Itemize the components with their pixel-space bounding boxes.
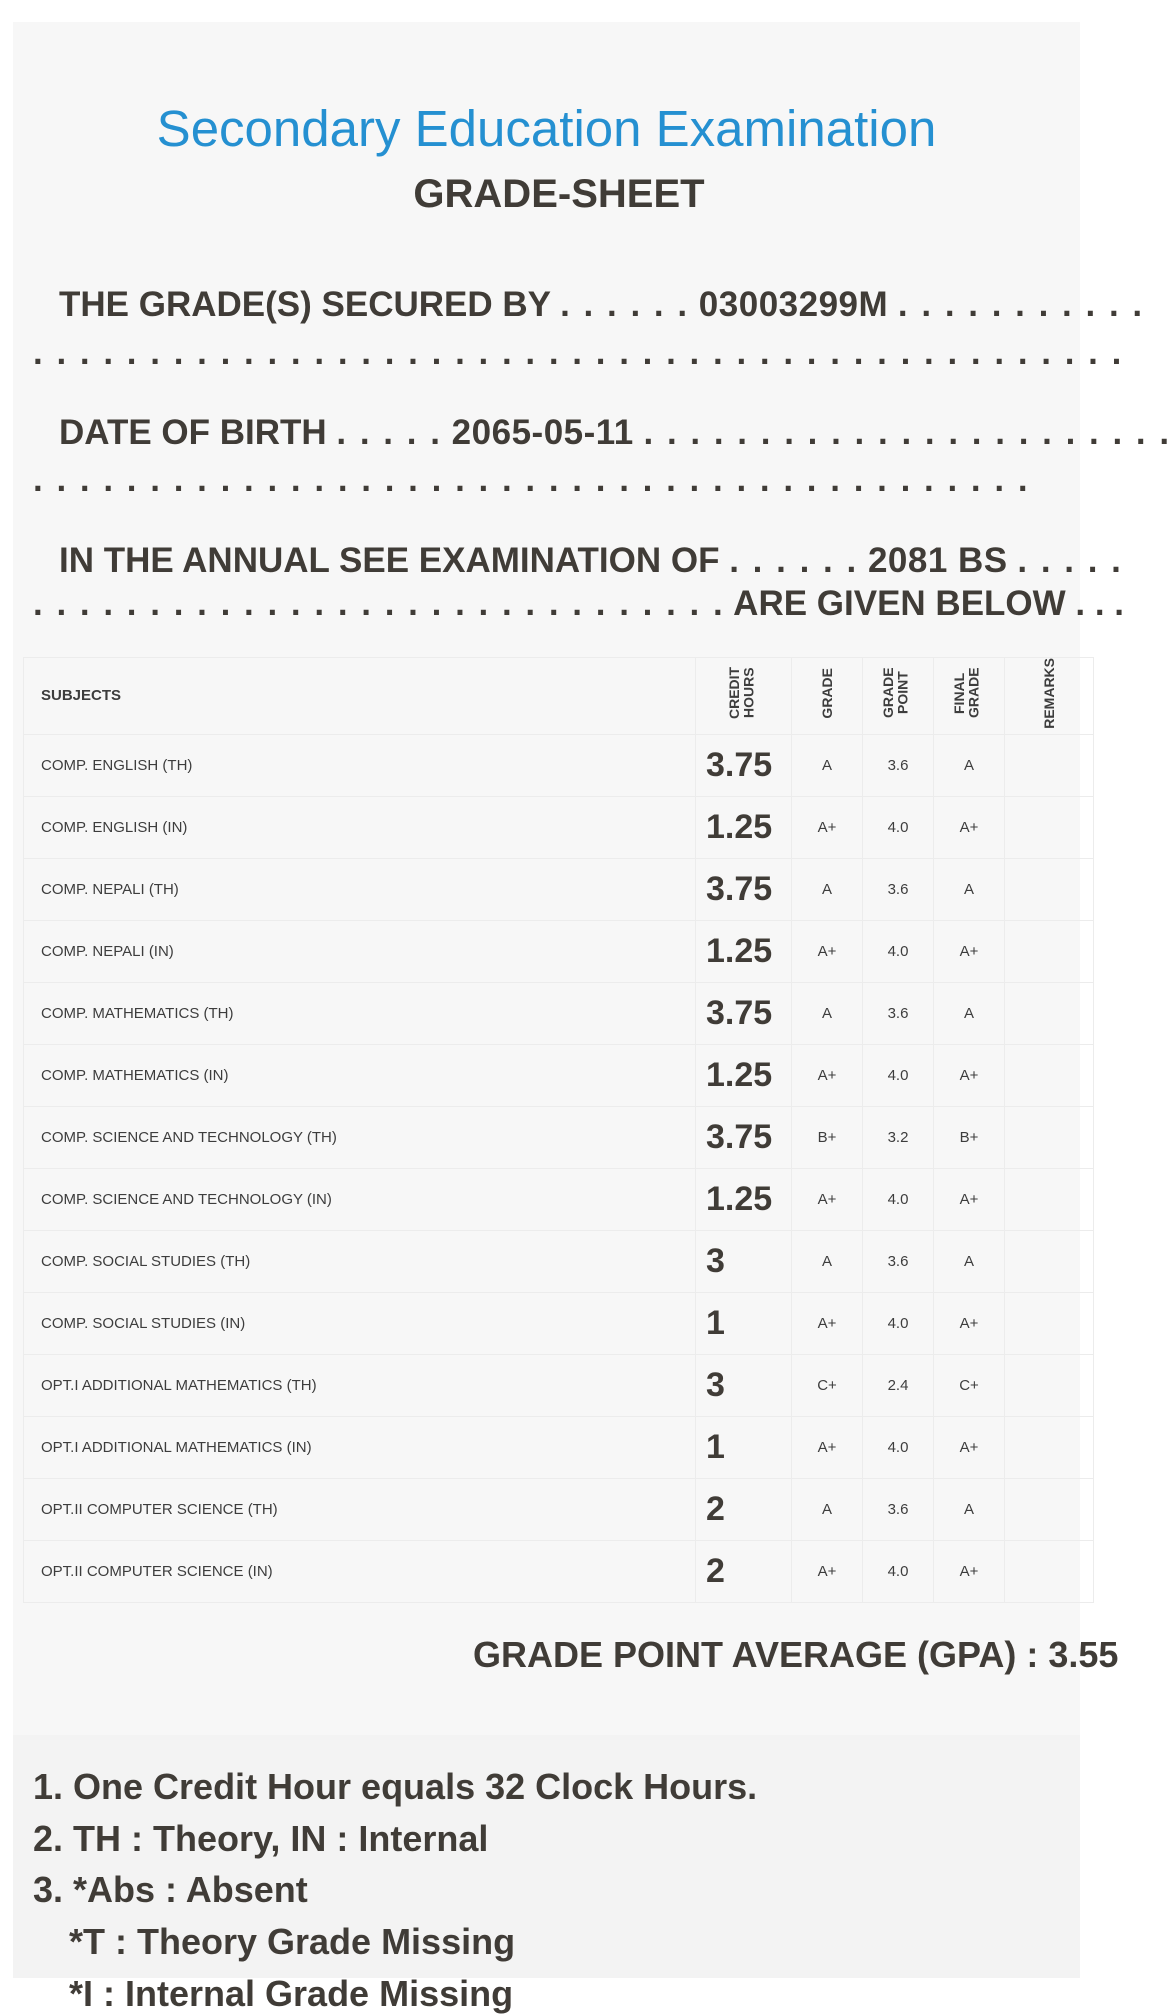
grade-cell: A+ xyxy=(792,1044,863,1106)
note-internal-missing: *I : Internal Grade Missing xyxy=(69,1973,514,2014)
header-credit-hours xyxy=(696,658,792,735)
grade-point-cell: 3.6 xyxy=(863,734,934,796)
grade-cell: C+ xyxy=(792,1354,863,1416)
subject-cell: COMP. NEPALI (TH) xyxy=(24,858,696,920)
subject-cell: COMP. SOCIAL STUDIES (TH) xyxy=(24,1230,696,1292)
final-grade-cell: A+ xyxy=(934,1540,1005,1602)
dot-leader: . . . . . . . . . . . . . . . . . . . . . . . . . . . . . . xyxy=(33,584,725,623)
credit-hours-cell: 3.75 xyxy=(696,982,792,1044)
remarks-cell xyxy=(1005,796,1094,858)
grade-cell: A+ xyxy=(792,920,863,982)
secured-by-continuation xyxy=(33,332,1123,374)
grade-point-cell: 4.0 xyxy=(863,1168,934,1230)
date-of-birth: 2065-05-11 xyxy=(451,413,634,452)
final-grade-cell: A+ xyxy=(934,1292,1005,1354)
note-credit-hour: 1. One Credit Hour equals 32 Clock Hours. xyxy=(33,1766,758,1807)
credit-hours-cell: 3.75 xyxy=(696,734,792,796)
remarks-cell xyxy=(1005,1168,1094,1230)
dot-leader: . . . . . . . . . . . . . . . . . . . . . . . xyxy=(643,413,1171,452)
gpa-value: 3.55 xyxy=(1048,1634,1119,1675)
grade-cell: A xyxy=(792,858,863,920)
dot-leader: . . . . . . . . . . . . . . . . . . . . . . . . . . . . . . . . . . . . . . . . . . . xyxy=(33,460,1030,499)
secured-by-label: THE GRADE(S) SECURED BY xyxy=(59,285,551,324)
exam-year: 2081 BS xyxy=(867,541,1008,580)
subject-cell: COMP. MATHEMATICS (TH) xyxy=(24,982,696,1044)
exam-line xyxy=(59,540,1123,582)
subject-cell: COMP. SCIENCE AND TECHNOLOGY (TH) xyxy=(24,1106,696,1168)
header-grade-point-label: GRADE POINT xyxy=(880,668,911,719)
dot-leader: . . . . . . . . . . . . . . . . . . . . . . . . . . . . . . . . . . . . . . . . . . . . . . . xyxy=(33,333,1124,372)
gpa-label: GRADE POINT AVERAGE (GPA) : xyxy=(473,1634,1039,1675)
grade-cell: A xyxy=(792,1230,863,1292)
grade-cell: A+ xyxy=(792,1540,863,1602)
dot-leader: . . . . . xyxy=(1017,541,1123,580)
credit-hours-cell: 1 xyxy=(696,1292,792,1354)
grade-point-cell: 3.6 xyxy=(863,858,934,920)
grade-cell: B+ xyxy=(792,1106,863,1168)
dob-line xyxy=(59,412,1171,454)
note-theory-internal: 2. TH : Theory, IN : Internal xyxy=(33,1818,489,1859)
remarks-cell xyxy=(1005,1230,1094,1292)
header-final-grade xyxy=(934,658,1005,735)
note-absent: 3. *Abs : Absent xyxy=(33,1869,308,1910)
final-grade-cell: A+ xyxy=(934,1416,1005,1478)
table-header-row xyxy=(24,658,1094,735)
header-credit-hours-label: CREDIT HOURS xyxy=(725,667,757,720)
grade-cell: A+ xyxy=(792,1292,863,1354)
remarks-cell xyxy=(1005,920,1094,982)
subject-cell: COMP. ENGLISH (IN) xyxy=(24,796,696,858)
final-grade-cell: A+ xyxy=(934,1044,1005,1106)
secured-by-line xyxy=(59,284,1144,326)
grade-point-cell: 4.0 xyxy=(863,920,934,982)
credit-hours-cell: 3 xyxy=(696,1230,792,1292)
gpa-line xyxy=(473,1634,1118,1676)
table-row xyxy=(24,1292,1094,1354)
symbol-number: 03003299M xyxy=(698,285,889,324)
subject-cell: COMP. NEPALI (IN) xyxy=(24,920,696,982)
table-row xyxy=(24,1230,1094,1292)
remarks-cell xyxy=(1005,1416,1094,1478)
exam-title: Secondary Education Examination xyxy=(156,100,937,157)
header-grade xyxy=(792,658,863,735)
final-grade-cell: A xyxy=(934,982,1005,1044)
dot-leader: . . . . . xyxy=(336,413,442,452)
remarks-cell xyxy=(1005,734,1094,796)
header-grade-point xyxy=(863,658,934,735)
grade-cell: A+ xyxy=(792,796,863,858)
table-row xyxy=(24,1106,1094,1168)
table-row xyxy=(24,858,1094,920)
remarks-cell xyxy=(1005,858,1094,920)
dot-leader: . . . . . . xyxy=(560,285,690,324)
final-grade-cell: C+ xyxy=(934,1354,1005,1416)
credit-hours-cell: 3.75 xyxy=(696,858,792,920)
final-grade-cell: A+ xyxy=(934,1168,1005,1230)
grade-sheet xyxy=(13,22,1171,2014)
remarks-cell xyxy=(1005,1354,1094,1416)
grade-point-cell: 4.0 xyxy=(863,1292,934,1354)
subject-cell: COMP. SCIENCE AND TECHNOLOGY (IN) xyxy=(24,1168,696,1230)
final-grade-cell: A xyxy=(934,734,1005,796)
given-below-text: ARE GIVEN BELOW . . . xyxy=(733,584,1125,623)
subject-cell: COMP. ENGLISH (TH) xyxy=(24,734,696,796)
final-grade-cell: A xyxy=(934,858,1005,920)
table-row xyxy=(24,1416,1094,1478)
table-row xyxy=(24,1540,1094,1602)
grade-cell: A xyxy=(792,982,863,1044)
final-grade-cell: A xyxy=(934,1478,1005,1540)
subject-cell: OPT.I ADDITIONAL MATHEMATICS (IN) xyxy=(24,1416,696,1478)
remarks-cell xyxy=(1005,1540,1094,1602)
exam-continuation xyxy=(33,583,1124,625)
grade-point-cell: 4.0 xyxy=(863,796,934,858)
remarks-cell xyxy=(1005,1044,1094,1106)
dob-continuation xyxy=(33,459,1030,501)
grade-cell: A xyxy=(792,734,863,796)
header-grade-label: GRADE xyxy=(818,668,835,719)
table-row xyxy=(24,1168,1094,1230)
dot-leader: . . . . . . xyxy=(729,541,859,580)
grade-point-cell: 3.6 xyxy=(863,982,934,1044)
table-row xyxy=(24,1354,1094,1416)
grade-point-cell: 2.4 xyxy=(863,1354,934,1416)
grade-cell: A xyxy=(792,1478,863,1540)
table-row xyxy=(24,982,1094,1044)
table-row xyxy=(24,1044,1094,1106)
final-grade-cell: A+ xyxy=(934,920,1005,982)
remarks-cell xyxy=(1005,1292,1094,1354)
credit-hours-cell: 3 xyxy=(696,1354,792,1416)
final-grade-cell: A+ xyxy=(934,796,1005,858)
credit-hours-cell: 2 xyxy=(696,1478,792,1540)
subject-cell: COMP. SOCIAL STUDIES (IN) xyxy=(24,1292,696,1354)
dob-label: DATE OF BIRTH xyxy=(59,413,327,452)
grade-point-cell: 3.2 xyxy=(863,1106,934,1168)
remarks-cell xyxy=(1005,1478,1094,1540)
note-theory-missing: *T : Theory Grade Missing xyxy=(69,1921,516,1962)
grades-table xyxy=(23,657,1094,1603)
table-row xyxy=(24,1478,1094,1540)
grade-point-cell: 4.0 xyxy=(863,1044,934,1106)
grade-sheet-heading: GRADE-SHEET xyxy=(413,172,705,216)
exam-label: IN THE ANNUAL SEE EXAMINATION OF xyxy=(59,541,720,580)
grade-cell: A+ xyxy=(792,1416,863,1478)
grade-point-cell: 4.0 xyxy=(863,1540,934,1602)
remarks-cell xyxy=(1005,1106,1094,1168)
subject-cell: OPT.II COMPUTER SCIENCE (TH) xyxy=(24,1478,696,1540)
final-grade-cell: B+ xyxy=(934,1106,1005,1168)
grade-point-cell: 3.6 xyxy=(863,1230,934,1292)
subject-cell: COMP. MATHEMATICS (IN) xyxy=(24,1044,696,1106)
credit-hours-cell: 3.75 xyxy=(696,1106,792,1168)
grades-table-body xyxy=(24,734,1094,1602)
remarks-cell xyxy=(1005,982,1094,1044)
credit-hours-cell: 1.25 xyxy=(696,796,792,858)
grade-cell: A+ xyxy=(792,1168,863,1230)
credit-hours-cell: 1.25 xyxy=(696,1044,792,1106)
credit-hours-cell: 1 xyxy=(696,1416,792,1478)
credit-hours-cell: 2 xyxy=(696,1540,792,1602)
header-remarks xyxy=(1005,658,1094,735)
table-row xyxy=(24,796,1094,858)
credit-hours-cell: 1.25 xyxy=(696,920,792,982)
table-row xyxy=(24,734,1094,796)
table-row xyxy=(24,920,1094,982)
subject-cell: OPT.II COMPUTER SCIENCE (IN) xyxy=(24,1540,696,1602)
final-grade-cell: A xyxy=(934,1230,1005,1292)
header-final-grade-label: FINAL GRADE xyxy=(951,668,982,719)
grade-point-cell: 3.6 xyxy=(863,1478,934,1540)
subject-cell: OPT.I ADDITIONAL MATHEMATICS (TH) xyxy=(24,1354,696,1416)
grade-point-cell: 4.0 xyxy=(863,1416,934,1478)
dot-leader: . . . . . . . . . . . xyxy=(897,285,1145,324)
header-remarks-label: REMARKS xyxy=(1040,658,1057,729)
credit-hours-cell: 1.25 xyxy=(696,1168,792,1230)
header-subjects: SUBJECTS xyxy=(24,658,696,735)
